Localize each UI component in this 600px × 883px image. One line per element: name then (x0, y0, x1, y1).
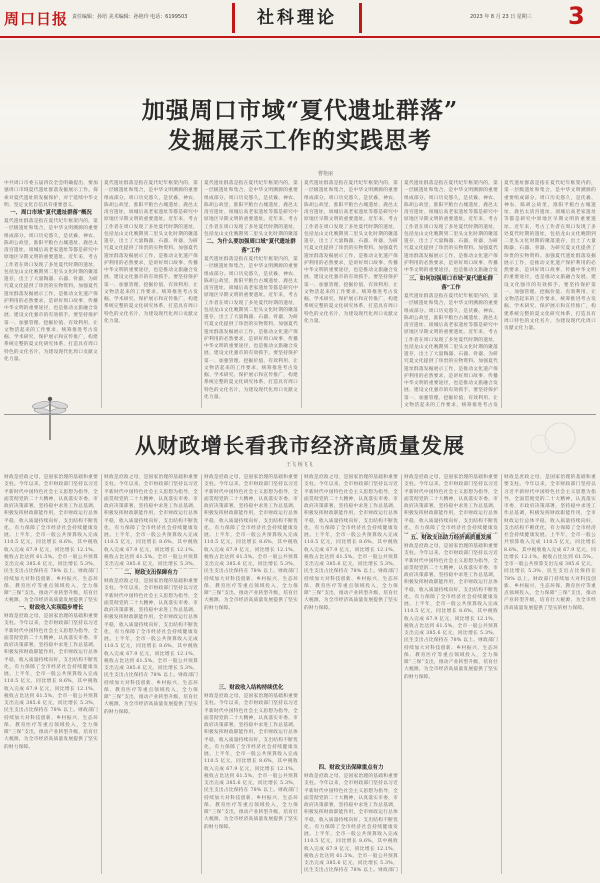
article1-body-text: 夏代遗址群落是指在夏代纪年框架内的，第一层级遗址和集合，是中华文明溯源的重要组成部分。周口历史悠久，是伏羲、神农、陈胡公故里，淮阳平粮台古城遗址、鹿邑太清宫遗址、项城后高老家遗址等都是研究中原地区早期文明的重要遗址。近年来，考古工作者在周口发现了多处夏代时期的遗址，包括龙山文化晚期到二里头文化时期的聚落遗存，出土了大量陶器、石器、骨器，为研究夏文化提供了珍贵的实物资料。加强夏代遗址群落发掘展示工作，是推动文化遗产保护利用的必然要求，是讲好周口故事、传播中华文明的重要途径，也是推动文旅融合发展、建设文化强市的有效抓手。要坚持保护第一、加强管理、挖掘价值、有效利用、让文物活起来的工作要求，统筹推进考古发掘、学术研究、保护展示和宣传推广，构建系统完整的夏文化研究体系，打造具有周口特色的文化名片，为建设现代化周口贡献文化力量。 (4, 219, 98, 362)
article1-body-text: 夏代遗址群落是指在夏代纪年框架内的，第一层级遗址和集合，是中华文明溯源的重要组成部分。周口历史悠久，是伏羲、神农、陈胡公故里，淮阳平粮台古城遗址、鹿邑太清宫遗址、项城后高老家遗址等都是研究中原地区早期文明的重要遗址。近年来，考古工作者在周口发现了多处夏代时期的遗址，包括龙山文化晚期到二里头文化时期的聚落 (204, 181, 298, 237)
article1-body-text: 夏代遗址群落是指在夏代纪年框架内的，第一层级遗址和集合，是中华文明溯源的重要组成部分。周口历史悠久，是伏羲、神农、陈胡公故里，淮阳平粮台古城遗址、鹿邑太清宫遗址、项城后高老家遗址等都是研究中原地区早期文明的重要遗址。近年来，考古工作者在周口发现了多处夏代时期的遗址，包括龙山文化晚期到二里头文化时期的聚落遗存，出土了大量陶器、石器、骨器，为研究夏文化提供了珍贵的实物资料。加强夏代遗址群落发掘展示工作，是推动文化遗产保护利用的必然要求，是讲好周口故事、传播中华文明的重要途径，也是推动文旅融合发展、建设文化强市的有效抓手。要坚持保护第一、加强管理、挖掘价值、有效利用、让文物活起来的工作要求，统筹推进考古发掘、学术研究、保护展示和宣传推广，构建系统完整的夏文化研究体系，打造具有周口特色的文化名片，为建设现代化周口贡献文化力量。 (304, 181, 398, 324)
editor-info: 责任编辑：孙培 美术编辑：孙艳玲 电话：6199503 (72, 14, 188, 20)
article1-body-text: 夏代遗址群落是指在夏代纪年框架内的，第一层级遗址和集合，是中华文明溯源的重要组成部分。周口历史悠久，是伏羲、神农、陈胡公故里，淮阳平粮台古城遗址、鹿邑太清宫遗址、项城后高老家遗址等都是研究中原地区早期文明的重要遗址。近年来，考古工作者在周口发现了多处夏代时期的遗址，包括龙山文化晚期到二里头文化时期的聚落遗存，出土了大量陶器、石器、骨器，为研究夏文化提供了珍贵的实物资料。加强夏代遗址群落发掘展示工作，是推动文化遗产保护利用的必然要求，是讲好周口故事、传播中华文明的重要途径，也是推动文旅融合发展、建设文化强市的有效抓手。要坚持保护第一、加强管理、挖掘价值、有效利用、让文物活起来的工作要求，统筹推进考古发掘、学术研究、保护展示和宣传推广，构建系统完整的夏文化研究体系，打造具有周口特色的文化名片，为建设现代化周口贡献文化力量。 (204, 257, 298, 400)
article2-headline: 从财政增长看我市经济高质量发展 (135, 433, 465, 458)
article1-subhead-3: 三、如何加强周口市域“夏代遗址群落”工作 (409, 276, 493, 291)
article2-body-text: 财政是庶政之母，是国家治理的基础和重要支柱。今年以来，全市财政部门坚持以习近平新时代中国特色社会主义思想为指导，全面贯彻党的二十大精神，认真落实市委、市政府决策部署，坚持稳中求进工作总基调，积极发挥财政职能作用，全市财政运行总体平稳，收入质量持续向好，支出结构不断优化，有力保障了全市经济社会持续健康发展。上半年，全市一般公共预算收入完成 110.5 亿元，同比增长 8.6%，其中税收收入完成 67.9 亿元，同比增长 12.1%，税收占比达到 61.5%。全市一般公共预算支出完成 385.6 亿元，同比增长 5.3%，民生支出占比保持在 78% 以上。财政部门持续加大对科技创新、乡村振兴、生态环保、教育医疗等重点领域投入，全力保障“三保”支出，推动产业转型升级，培育壮大税源，为全市经济高质量发展提供了坚实的财力保障。 (104, 579, 198, 715)
article2-subhead-4: 四、财政支出保障重点有力 (318, 765, 384, 771)
article1-body-text: 夏代遗址群落是指在夏代纪年框架内的，第一层级遗址和集合，是中华文明溯源的重要组成部分。周口历史悠久，是伏羲、神农、陈胡公故里，淮阳平粮台古城遗址、鹿邑太清宫遗址、项城后高老家遗址等都是研究中原地区早期文明的重要遗址。近年来，考古工作者在周口发现了多处夏代时期的遗址，包括龙山文化晚期到二里头文化时期的聚落遗存，出土了大量陶器、石器、骨器，为研究夏文化提供了珍贵的实物资料。加强夏代遗址群落发掘展示工作，是推动文化遗产保护利用的必然要求，是讲好周口故事、传播中华文明的重要途径，也是推动文旅融合发展、建设文化强市的有效抓手。要坚持保护第一、加强管理、挖掘价值、有效利用、让文物活起来的工作要求，统筹推进考古发 (404, 294, 498, 408)
article1-column-6 (504, 180, 596, 408)
article-separator (4, 414, 596, 415)
column-divider (201, 180, 202, 408)
article1-headline-line2: 发掘展示工作的实践思考 (168, 127, 432, 154)
article1-lead: 中共周口市委五届四次全会明确提出，要加强周口市域夏代遗址群落发掘展示工作。探索对夏代遗址的发掘保护，对于延续中华文明、坚定文化自信具有重要意义。 (4, 181, 98, 208)
article2-body-text: 财政是庶政之母，是国家治理的基础和重要支柱。今年以来，全市财政部门坚持以习近平新时代中国特色社会主义思想为指导，全面贯彻党的二十大精神，认真落实市委、市政府决策部署，坚持稳中求进工作总基调，积极发挥财政职能作用，全市财政运行总体平稳，收入质量持续向好，支出结构不断优化，有力保障了全市经济社会持续健康发展。上半年，全市一般公共预算收入完成 110.5 亿元，同比增长 8.6%，其中税收收入完成 67.9 亿元，同比增长 12.1%，税收占比达到 61.5%。全市一般公共预算支出完成 385.6 亿元，同比增长 5.3%，民生支出占比保持在 78% 以上。财政部门持续加大对科技创新、乡村振兴、生态环保、教育医疗等重点领域投入，全力保障“三保”支出，推动产业转型升级，培育壮大税源，为全市经济高质量发展提供了坚实的财力保障。 (4, 614, 98, 750)
article1-body-text: 夏代遗址群落是指在夏代纪年框架内的，第一层级遗址和集合，是中华文明溯源的重要组成部分。周口历史悠久，是伏羲、神农、陈胡公故里，淮阳平粮台古城遗址、鹿邑太清宫遗址、项城后高老家遗址等都是研究中原地区早期文明的重要遗址。近年来，考古工作者在周口发现了多处夏代时期的遗址，包括龙山文化晚期到二里头文化时期的聚落遗存，出土了大量陶器、石器、骨器，为研究夏文化提供了珍贵的实物资料。加强夏代遗址群落发掘展示工作，是推动文化遗产保护利用的必然要求，是讲好周口故事、传播中华文明的重要途径，也是推动文旅融合发 (404, 181, 498, 273)
section-title: 社科理论 (232, 3, 362, 33)
article1-column-1 (4, 180, 98, 408)
column-divider (101, 474, 102, 874)
article1-column-5 (404, 180, 498, 408)
column-divider (501, 180, 502, 408)
article1-subhead-2: 二、为什么要加强周口域“夏代遗址群落”工作 (206, 239, 296, 254)
newspaper-logo: 周口日报 (4, 10, 69, 28)
article2-body-text: 财政是庶政之母，是国家治理的基础和重要支柱。今年以来，全市财政部门坚持以习近平新时代中国特色社会主义思想为指导，全面贯彻党的二十大精神，认真落实市委、市政府决策部署，坚持稳中求进工作总基调，积极发挥财政职能作用，全市财政运行总体平稳，收入质量持续向好，支出结构不断优化，有力保障了全市经济社会持续健康发展。上半年，全市一般公共预算收入完成 110.5 亿元，同比增长 8.6%，其中税收收入完成 67.9 亿元，同比增长 12.1%，税收占比达到 61.5%。全市一般公共预算支出完成 385.6 亿元，同比增长 5.3%，民生支出占比保持在 78% 以上。财政部门持续加大对科技创新、乡村振兴、生态环保、教育医疗等重点领域投入，全力保障“三保”支出，推动产业转型升级，培育壮大税源，为全市经济高质量发展提供了坚实的财力保障。 (504, 475, 596, 611)
column-divider (501, 474, 502, 874)
article2-body-text: 财政是庶政之母，是国家治理的基础和重要支柱。今年以来，全市财政部门坚持以习近平新时代中国特色社会主义思想为指导，全面贯彻党的二十大精神，认真落实市委、市政府决策部署，坚持稳中求进工作总基调，积极发挥财政职能作用，全市财政运行总体平稳，收入质量持续向好，支出结构不断优化，有力保障了全市经济社会持续健康发展。上半年，全市一般公共预算收入完成 110.5 亿元，同比增长 8.6%，其中税收收入完成 67.9 亿元，同比增长 12.1%，税收占比达到 61.5%。全市一般公共预算支出完成 385.6 亿元，同比增长 5.3%，民生支出占比保持在 78% 以上。财政部门持续加大对科技创新、乡村振兴、生态环保、教育医疗等重点领域投入，全力保障“三保”支出，推动产业转型升级，培育壮大税源，为全市经济高质量发展提供了坚实的财力保障。 (404, 544, 498, 680)
column-divider (101, 180, 102, 408)
article1-subhead-1: 一、周口市域“夏代遗址群落”概况 (10, 210, 92, 216)
article1-column-3 (204, 180, 298, 408)
article2-column-2 (104, 474, 198, 874)
column-divider (401, 180, 402, 408)
article2-column-5 (404, 474, 498, 874)
article1-headline-line1: 加强周口市域“夏代遗址群落” (141, 97, 459, 124)
article2-body-text: 财政是庶政之母，是国家治理的基础和重要支柱。今年以来，全市财政部门坚持以习近平新时代中国特色社会主义思想为指导，全面贯彻党的二十大精神，认真落实市委、市政府决策部署，坚持稳中求进工作总基调，积极发挥财政职能作用，全市财政运行总体平稳，收入质量持续向好，支出结构不断优化，有力保障了全市经济社会持续健康发展。上半年，全市一般公共预算收入完成 110.5 亿元，同比增长 8.6%，其中税收收入完成 67.9 亿元，同比增长 12.1%，税收占比达到 61.5%。全市一般公共预算支出完成 385.6 亿元，同比增长 5.3%，民生支出占比保持在 78% 以上。财政部门 (304, 774, 398, 874)
column-divider (301, 474, 302, 874)
article2-body-text: 财政是庶政之母，是国家治理的基础和重要支柱。今年以来，全市财政部门坚持以习近平新时代中国特色社会主义思想为指导，全面贯彻党的二十大精神，认真落实市委、市政府决策部署，坚持稳中求进工作总基调，积极发挥财政职能作用，全市财政运行总体平稳，收入质量持续向好，支出结构不断优化，有力保障了全市经济社会持续健康发展。上半年，全市一般公共预算收入完成 110.5 亿元，同比增长 8.6%，其中税收收入完成 67.9 亿元，同比增长 12.1%，税收占比达到 61.5%。全市一般公共预算支出完成 385.6 亿元，同比增长 5.3%，民生支出占比保持在 78% 以上。财政部门持续加大对科技创新、乡村振兴、生态环保、教育医疗等重点领域投入，全力保障“三保”支出，推动产业转型升级，培育壮大税源，为全市经济高质量发展提供了坚实的财力保障。 (304, 475, 398, 611)
article2-column-4 (304, 474, 398, 874)
article1-column-2 (104, 180, 198, 408)
article2-column-6 (504, 474, 596, 874)
column-divider (201, 474, 202, 874)
masthead-divider (0, 36, 600, 38)
issue-date: 2023 年 8 月 23 日 星期三 (470, 14, 532, 20)
article2-subhead-5: 五、财政支出助力经济高质量发展 (410, 535, 492, 541)
article2-body-text: 财政是庶政之母，是国家治理的基础和重要支柱。今年以来，全市财政部门坚持以习近平新时代中国特色社会主义思想为指导，全面贯彻党的二十大精神，认真落实市委、市政府决策部署，坚持稳中求进工作总基调，积极发挥财政职能作用，全市财政运行总体平稳，收入质量持续向好，支出结构不断优化，有力保障了全市经济社会持续健康发 (404, 475, 498, 531)
article2-column-3 (204, 474, 298, 874)
article2-body-text: 财政是庶政之母，是国家治理的基础和重要支柱。今年以来，全市财政部门坚持以习近平新时代中国特色社会主义思想为指导，全面贯彻党的二十大精神，认真落实市委、市政府决策部署，坚持稳中求进工作总基调，积极发挥财政职能作用，全市财政运行总体平稳，收入质量持续向好，支出结构不断优化，有力保障了全市经济社会持续健康发展。上半年，全市一般公共预算收入完成 110.5 亿元，同比增长 8.6%，其中税收收入完成 67.9 亿元，同比增长 12.1%，税收占比达到 61.5%。全市一般公共预算支出完成 385.6 亿元，同比增长 5.3%， (104, 475, 198, 567)
article2-subhead-2: 二、财政支出保障有力 (124, 570, 178, 576)
article2-subhead-1: 一、财政收入实现稳步增长 (18, 605, 84, 611)
article1-column-4 (304, 180, 398, 408)
article2-author: 王飞 杨飞飞 (286, 462, 313, 468)
article2-body-text: 财政是庶政之母，是国家治理的基础和重要支柱。今年以来，全市财政部门坚持以习近平新时代中国特色社会主义思想为指导，全面贯彻党的二十大精神，认真落实市委、市政府决策部署，坚持稳中求进工作总基调，积极发挥财政职能作用，全市财政运行总体平稳，收入质量持续向好，支出结构不断优化，有力保障了全市经济社会持续健康发展。上半年，全市一般公共预算收入完成 110.5 亿元，同比增长 8.6%，其中税收收入完成 67.9 亿元，同比增长 12.1%，税收占比达到 61.5%。全市一般公共预算支出完成 385.6 亿元，同比增长 5.3%，民生支出占比保持在 78% 以上。财政部门持续加大对科技创新、乡村振兴、生态环保、教育医疗等重点领域投入，全力保障“三保”支出，推动产业转型升级，培育壮大税源，为全市经济高质量发展提供了坚实 (4, 475, 98, 604)
article2-body-text: 财政是庶政之母，是国家治理的基础和重要支柱。今年以来，全市财政部门坚持以习近平新时代中国特色社会主义思想为指导，全面贯彻党的二十大精神，认真落实市委、市政府决策部署，坚持稳中求进工作总基调，积极发挥财政职能作用，全市财政运行总体平稳，收入质量持续向好，支出结构不断优化，有力保障了全市经济社会持续健康发展。上半年，全市一般公共预算收入完成 110.5 亿元，同比增长 8.6%，其中税收收入完成 67.9 亿元，同比增长 12.1%，税收占比达到 61.5%。全市一般公共预算支出完成 385.6 亿元，同比增长 5.3%，民生支出占比保持在 78% 以上。财政部门持续加大对科技创新、乡村振兴、生态环保、教育医疗等重点领域投入，全力保障“三保”支出，推动产业转型升级，培育壮大税源，为全市经济高质量发展提供了坚实的财力保障。 (204, 475, 298, 611)
article1-body-text: 夏代遗址群落是指在夏代纪年框架内的，第一层级遗址和集合，是中华文明溯源的重要组成部分。周口历史悠久，是伏羲、神农、陈胡公故里，淮阳平粮台古城遗址、鹿邑太清宫遗址、项城后高老家遗址等都是研究中原地区早期文明的重要遗址。近年来，考古工作者在周口发现了多处夏代时期的遗址，包括龙山文化晚期到二里头文化时期的聚落遗存，出土了大量陶器、石器、骨器，为研究夏文化提供了珍贵的实物资料。加强夏代遗址群落发掘展示工作，是推动文化遗产保护利用的必然要求，是讲好周口故事、传播中华文明的重要途径，也是推动文旅融合发展、建设文化强市的有效抓手。要坚持保护第一、加强管理、挖掘价值、有效利用、让文物活起来的工作要求，统筹推进考古发掘、学术研究、保护展示和宣传推广，构建系统完整的夏文化研究体系，打造具有周口特色的文化名片，为建设现代化周口贡献文化力量。 (504, 181, 596, 331)
column-divider (401, 474, 402, 874)
masthead (0, 0, 600, 38)
article1-author: 曹艳丽 (318, 171, 334, 177)
article1-body-text: 夏代遗址群落是指在夏代纪年框架内的，第一层级遗址和集合，是中华文明溯源的重要组成部分。周口历史悠久，是伏羲、神农、陈胡公故里，淮阳平粮台古城遗址、鹿邑太清宫遗址、项城后高老家遗址等都是研究中原地区早期文明的重要遗址。近年来，考古工作者在周口发现了多处夏代时期的遗址，包括龙山文化晚期到二里头文化时期的聚落遗存，出土了大量陶器、石器、骨器，为研究夏文化提供了珍贵的实物资料。加强夏代遗址群落发掘展示工作，是推动文化遗产保护利用的必然要求，是讲好周口故事、传播中华文明的重要途径，也是推动文旅融合发展、建设文化强市的有效抓手。要坚持保护第一、加强管理、挖掘价值、有效利用、让文物活起来的工作要求，统筹推进考古发掘、学术研究、保护展示和宣传推广，构建系统完整的夏文化研究体系，打造具有周口特色的文化名片，为建设现代化周口贡献文化力量。 (104, 181, 198, 324)
page-number: 3 (568, 2, 585, 30)
column-divider (301, 180, 302, 408)
article2-column-1 (4, 474, 98, 874)
article2-subhead-3: 三、财政收入结构持续优化 (218, 685, 284, 691)
article2-body-text: 财政是庶政之母，是国家治理的基础和重要支柱。今年以来，全市财政部门坚持以习近平新时代中国特色社会主义思想为指导，全面贯彻党的二十大精神，认真落实市委、市政府决策部署，坚持稳中求进工作总基调，积极发挥财政职能作用，全市财政运行总体平稳，收入质量持续向好，支出结构不断优化，有力保障了全市经济社会持续健康发展。上半年，全市一般公共预算收入完成 110.5 亿元，同比增长 8.6%，其中税收收入完成 67.9 亿元，同比增长 12.1%，税收占比达到 61.5%。全市一般公共预算支出完成 385.6 亿元，同比增长 5.3%，民生支出占比保持在 78% 以上。财政部门持续加大对科技创新、乡村振兴、生态环保、教育医疗等重点领域投入，全力保障“三保”支出，推动产业转型升级，培育壮大税源，为全市经济高质量发展提供了坚实的财力保障。 (204, 694, 298, 830)
